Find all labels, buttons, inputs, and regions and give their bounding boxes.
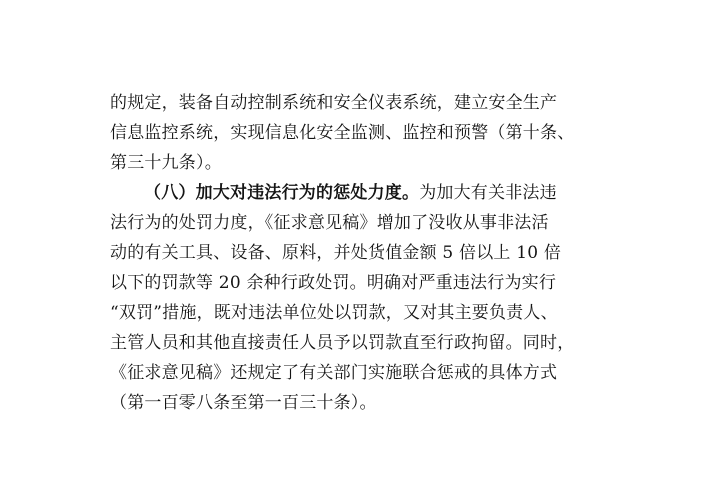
text-line: “双罚”措施，既对违法单位处以罚款，又对其主要负责人、 (110, 303, 558, 323)
text-line: 信息监控系统，实现信息化安全监测、监控和预警（第十条、 (110, 123, 575, 143)
text-line: 法行为的处罚力度，《征求意见稿》增加了没收从事非法活 (110, 213, 549, 233)
text-line: 《征求意见稿》还规定了有关部门实施联合惩戒的具体方式 (110, 363, 558, 383)
text-segment: 为加大有关非法违 (419, 183, 557, 203)
text-line: 主管人员和其他直接责任人员予以罚款直至行政拘留。同时， (110, 333, 575, 353)
paragraph-first-line (110, 178, 615, 208)
document-body (110, 88, 615, 418)
paragraph-heading: （八）加大对违法行为的惩处力度。 (144, 183, 420, 203)
text-line: 以下的罚款等 20 余种行政处罚。明确对严重违法行为实行 (110, 273, 557, 293)
text-line: 动的有关工具、设备、原料，并处货值金额 5 倍以上 10 倍 (110, 243, 562, 263)
text-line: 的规定，装备自动控制系统和安全仪表系统，建立安全生产 (110, 93, 558, 113)
text-line: （第一百零八条至第一百三十条）。 (110, 393, 377, 413)
text-line: 第三十九条）。 (110, 153, 222, 173)
